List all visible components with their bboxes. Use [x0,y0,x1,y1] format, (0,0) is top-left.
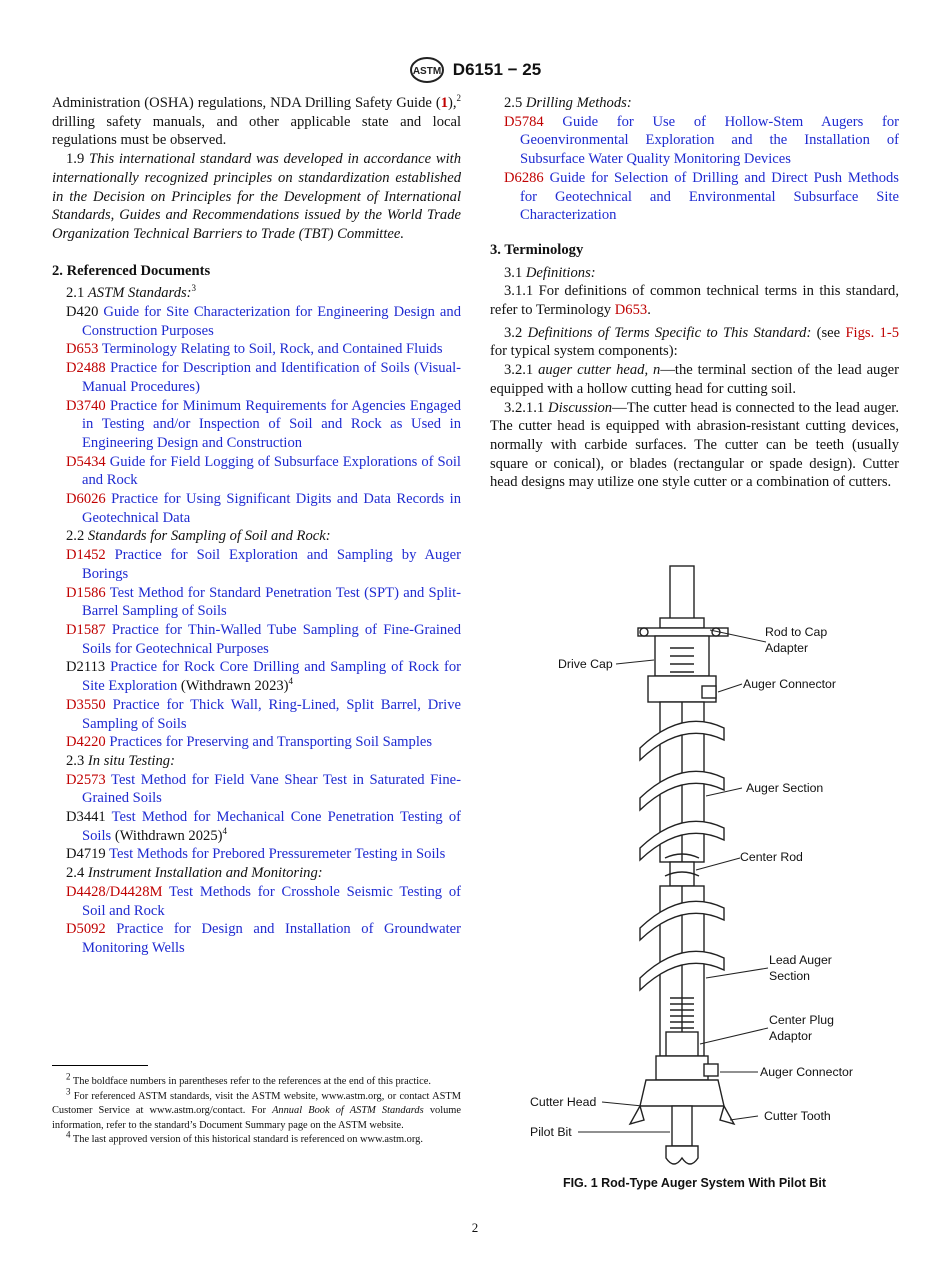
paragraph-3-2-1-1: 3.2.1.1 Discussion—The cutter head is connected to the lead auger. The cutter head is equipped with abrasion-resistant cutting devices, normally with carbide surfaces. The cutter can be teeth (usually square or conical), or blades (rectangular or spade design). Cutter head designs may utilize one style cutter or a combination of cutters. [490,399,899,491]
svg-text:ASTM: ASTM [412,66,441,77]
astm-logo-icon [409,57,445,83]
label-rod-to-cap-1: Rod to Cap [765,625,828,639]
label-lead-auger-2: Section [769,969,811,983]
reference-code[interactable]: D3740 [66,397,106,414]
reference-code[interactable]: D5434 [66,453,106,470]
reference-title-link[interactable]: Practice for Rock Core Drilling and Sampling of Rock for Site Exploration [82,659,461,695]
reference-item [52,771,461,808]
reference-item [52,303,461,340]
reference-code[interactable]: D4428/D4428M [66,883,163,900]
reference-title-link[interactable]: Practice for Thick Wall, Ring-Lined, Split Barrel, Drive Sampling of Soils [82,696,461,732]
reference-item [52,546,461,583]
subsection-2-4: 2.4 Instrument Installation and Monitoring: [66,865,323,882]
subsection-2-2: 2.2 Standards for Sampling of Soil and Rock: [66,528,331,545]
reference-item [52,397,461,453]
subsection-2-3: 2.3 In situ Testing: [66,752,175,769]
reference-code[interactable]: D2488 [66,360,106,377]
reference-title-link[interactable]: Practice for Description and Identification of Soils (Visual-Manual Procedures) [82,360,461,395]
auger-system-figure [520,558,880,1178]
reference-code[interactable]: D1587 [66,621,106,638]
reference-title-link[interactable]: Test Methods for Crosshole Seismic Testing of Soil and Rock [82,883,461,919]
reference-item [52,621,461,658]
left-column [52,94,461,958]
reference-item [52,696,461,733]
reference-code[interactable]: D5784 [504,113,544,130]
reference-footnote-mark: 4 [222,825,227,836]
section-3-heading: 3. Terminology [490,241,584,258]
refs-2-3 [52,771,461,865]
label-center-plug-2: Adaptor [769,1029,813,1043]
reference-title-link[interactable]: Terminology Relating to Soil, Rock, and Contained Fluids [98,341,443,358]
subsection-2-1: 2.1 ASTM Standards:$^3$ [66,283,197,302]
reference-title-link[interactable]: Guide for Site Characterization for Engineering Design and Construction Purposes [82,304,461,339]
reference-item [52,453,461,490]
reference-title-link[interactable]: Test Method for Standard Penetration Test (SPT) and Split-Barrel Sampling of Soils [82,584,461,620]
right-column [490,94,899,492]
footnote-4: $^4$ The last approved version of this historical standard is referenced on www.astm.org. [66,1129,423,1146]
label-center-rod: Center Rod [740,850,803,864]
reference-title-link[interactable]: Test Methods for Prebored Pressuremeter Testing in Soils [105,846,446,863]
reference-title-link[interactable]: Test Method for Field Vane Shear Test in Saturated Fine-Grained Soils [82,771,461,807]
reference-item [52,845,461,864]
label-rod-to-cap-2: Adapter [765,641,809,655]
label-lead-auger-1: Lead Auger [769,953,832,967]
refs-2-4 [52,883,461,958]
reference-note: (Withdrawn 2023) [177,678,289,695]
reference-footnote-mark: 4 [288,676,294,687]
reference-item [490,169,899,225]
reference-code[interactable]: D6026 [66,491,106,508]
figure-caption: FIG. 1 Rod-Type Auger System With Pilot Bit [562,1176,827,1190]
link-d653[interactable]: D653 [614,302,648,319]
label-drive-cap: Drive Cap [558,657,613,671]
reference-title-link[interactable]: Practice for Using Significant Digits and Data Records in Geotechnical Data [82,491,461,526]
reference-code[interactable]: D6286 [504,169,544,186]
refs-2-1 [52,303,461,527]
reference-code: D420 [66,304,99,321]
label-center-plug-1: Center Plug [769,1013,834,1027]
reference-item [52,920,461,957]
reference-code: D2113 [66,659,106,676]
label-cutter-tooth: Cutter Tooth [764,1109,831,1123]
footnote-3: $^3$ For referenced ASTM standards, visit the ASTM website, www.astm.org, or contact ASTM Customer Service at www.astm.org/contact. For Annual Book of ASTM Standards volume information, refer to the standard’s Document Summary page on the ASTM website. [52,1086,461,1131]
reference-title-link[interactable]: Practice for Soil Exploration and Sampling by Auger Borings [82,547,461,582]
label-cutter-head: Cutter Head [530,1095,597,1109]
page-number: 2 [471,1220,479,1235]
reference-code[interactable]: D1586 [66,584,106,601]
paragraph-3-1-1: 3.1.1 For definitions of common technical terms in this standard, refer to Terminology D653. [490,283,899,319]
subsection-2-5: 2.5 Drilling Methods: [504,95,632,111]
reference-item [52,359,461,396]
reference-title-link[interactable]: Guide for Use of Hollow-Stem Augers for Geoenvironmental Exploration and the Installation of Subsurface Water Quality Monitoring Devices [520,113,899,168]
label-auger-connector-top: Auger Connector [743,677,836,691]
paragraph-3-2-1: 3.2.1 auger cutter head, n—the terminal section of the lead auger equipped with a hollow cutting head for cutting soil. [490,362,899,397]
reference-title-link[interactable]: Guide for Field Logging of Subsurface Explorations of Soil and Rock [82,453,461,489]
reference-title-link[interactable]: Guide for Selection of Drilling and Direct Push Methods for Geotechnical and Environmental Subsurface Site Characterization [520,169,899,224]
footnote-2: $^2$ The boldface numbers in parentheses refer to the references at the end of this practice. [66,1071,431,1087]
document-designation: D6151 − 25 [452,60,542,79]
reference-item [52,584,461,621]
reference-note: (Withdrawn 2025) [111,827,223,844]
reference-code[interactable]: D653 [66,341,99,358]
reference-item [52,883,461,920]
reference-code[interactable]: D4220 [66,734,106,751]
reference-title-link[interactable]: Practices for Preserving and Transporting Soil Samples [105,734,433,751]
paragraph-1-9: 1.9 This international standard was developed in accordance with internationally recognized principles on standardization established in the Decision on Principles for the Development of International Standards, Guides and Recommendations issued by the World Trade Organization Technical Barriers to Trade (TBT) Committee. [52,151,462,242]
reference-item [490,113,899,169]
refs-2-5 [490,113,899,225]
intro-paragraph: Administration (OSHA) regulations, NDA Drilling Safety Guide (1),$^2$ drilling safety manuals, and other applicable state and local regulations must be observed. [52,93,461,149]
label-auger-section: Auger Section [746,781,824,795]
reference-title-link[interactable]: Test Method for Mechanical Cone Penetration Testing of Soils [82,809,461,844]
subsection-3-1: 3.1 Definitions: [504,264,596,281]
reference-code[interactable]: D1452 [66,547,106,564]
reference-code: D3441 [66,809,106,826]
reference-item [52,733,461,752]
refs-2-2 [52,546,461,752]
reference-title-link[interactable]: Practice for Minimum Requirements for Agencies Engaged in Testing and/or Inspection of Soil and Rock as Used in Engineering Design and Construction [82,397,461,451]
link-figs[interactable]: Figs. 1-5 [845,324,899,341]
reference-item [52,490,461,527]
reference-item [52,658,461,695]
reference-code[interactable]: D2573 [66,771,106,788]
reference-item [52,808,461,845]
label-pilot-bit: Pilot Bit [530,1125,572,1139]
footnotes [52,1071,461,1148]
reference-title-link[interactable]: Practice for Design and Installation of Groundwater Monitoring Wells [82,921,461,956]
label-auger-connector-bottom: Auger Connector [760,1065,853,1079]
page-header [0,57,950,83]
reference-code: D4719 [66,846,106,863]
section-2-heading: 2. Referenced Documents [52,262,211,279]
reference-code[interactable]: D3550 [66,696,106,713]
reference-code[interactable]: D5092 [66,921,106,938]
paragraph-3-2: 3.2 Definitions of Terms Specific to This Standard: (see Figs. 1-5 for typical system components): [490,324,899,360]
footnote-rule [52,1065,148,1066]
reference-title-link[interactable]: Practice for Thin-Walled Tube Sampling of Fine-Grained Soils for Geotechnical Purposes [82,621,461,657]
reference-item [52,340,461,359]
